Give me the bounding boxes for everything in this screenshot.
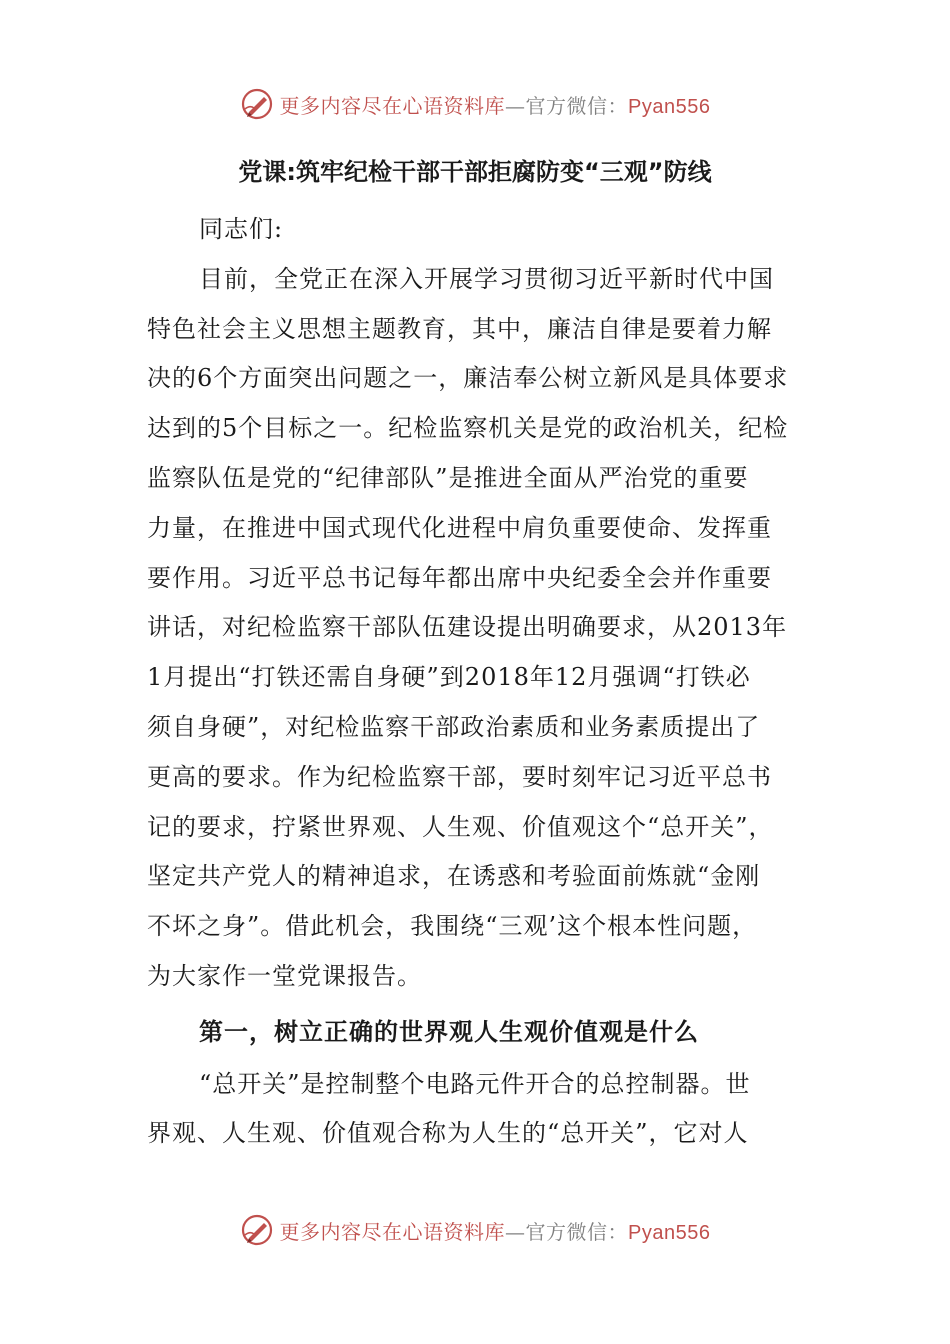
- paragraph-line: 须自身硬”，对纪检监察干部政治素质和业务素质提出了: [147, 712, 761, 741]
- watermark-main: 更多内容尽在心语资料库: [279, 93, 506, 118]
- paragraph-line: 监察队伍是党的“纪律部队”是推进全面从严治党的重要: [147, 463, 749, 492]
- paragraph-line: 界观、人生观、价值观合称为人生的“总开关”，它对人: [147, 1119, 749, 1148]
- paragraph-line: 1月提出“打铁还需自身硬”到2018年12月强调“打铁必: [147, 663, 751, 692]
- salutation: 同志们:: [199, 215, 284, 243]
- watermark-id: Pyan556: [628, 95, 711, 118]
- paragraph-line: 目前，全党正在深入开展学习贯彻习近平新时代中国: [199, 264, 774, 293]
- paragraph-line: 要作用。习近平总书记每年都出席中央纪委全会并作重要: [147, 563, 772, 592]
- watermark-text: [280, 90, 711, 119]
- document-body: [147, 205, 807, 1159]
- watermark-sub: —官方微信：: [505, 1219, 629, 1244]
- watermark-footer: [0, 1210, 950, 1250]
- paragraph-line: 不坏之身”。借此机会，我围绕“三观’这个根本性问题，: [147, 912, 758, 941]
- paragraph-line: 为大家作一堂党课报告。: [147, 961, 422, 990]
- paragraph-line: 决的6个方面突出问题之一，廉洁奉公树立新风是具体要求: [147, 364, 789, 393]
- section-heading: 第一，树立正确的世界观人生观价值观是什么: [199, 1017, 699, 1046]
- paragraph-line: 讲话，对纪检监察干部队伍建设提出明确要求，从2013年: [147, 613, 788, 642]
- paragraph-line: 坚定共产党人的精神追求，在诱惑和考验面前炼就“金刚: [147, 862, 761, 891]
- paragraph-line: “总开关”是控制整个电路元件开合的总控制器。世: [199, 1069, 751, 1098]
- paragraph-line: 特色社会主义思想主题教育，其中，廉洁自律是要着力解: [147, 314, 772, 343]
- document-title: 党课:筑牢纪检干部干部拒腐防变“三观”防线: [238, 158, 712, 186]
- watermark-header: [0, 84, 950, 124]
- watermark-main: 更多内容尽在心语资料库: [279, 1219, 506, 1244]
- watermark-sub: —官方微信：: [505, 93, 629, 118]
- pen-logo-icon: [240, 1213, 274, 1247]
- watermark-id: Pyan556: [628, 1221, 711, 1244]
- paragraph-line: 力量，在推进中国式现代化进程中肩负重要使命、发挥重: [147, 513, 772, 542]
- watermark-text: [280, 1216, 711, 1245]
- paragraph-line: 达到的5个目标之一。纪检监察机关是党的政治机关，纪检: [147, 414, 789, 443]
- pen-logo-icon: [240, 87, 274, 121]
- paragraph-line: 更高的要求。作为纪检监察干部，要时刻牢记习近平总书: [147, 762, 772, 791]
- paragraph-line: 记的要求，拧紧世界观、人生观、价值观这个“总开关”，: [147, 812, 774, 841]
